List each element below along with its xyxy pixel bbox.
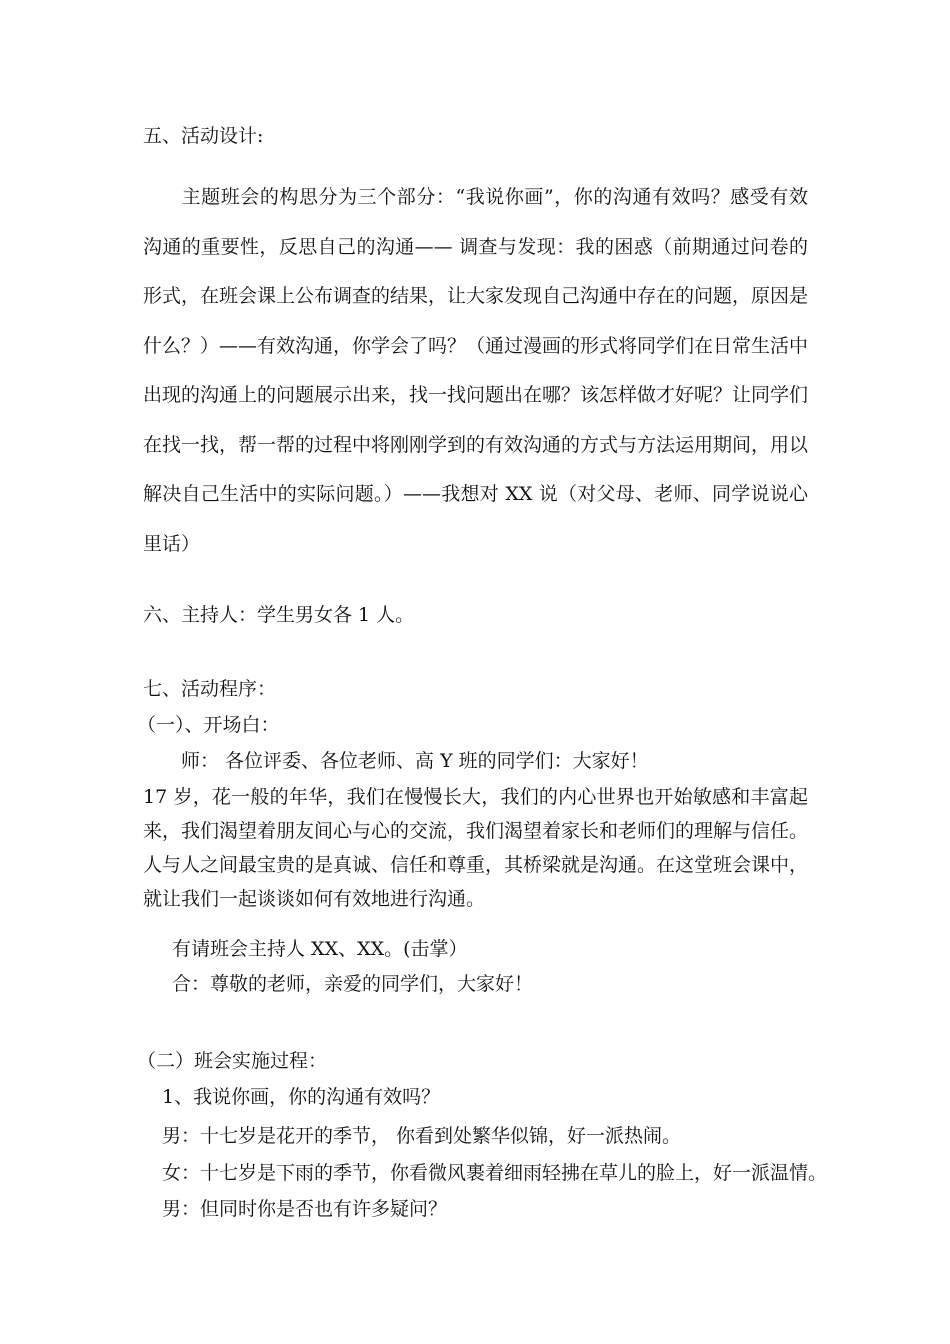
female-line-1: 女：十七岁是下雨的季节，你看微风裹着细雨轻拂在草儿的脸上，好一派温情。 xyxy=(162,1162,828,1184)
section-6-line: 六、主持人：学生男女各 1 人。 xyxy=(143,604,415,626)
section-5-body xyxy=(143,173,808,569)
section-5-heading: 五、活动设计: xyxy=(143,125,264,147)
male-line-2: 男：但同时你是否也有许多疑问？ xyxy=(162,1198,448,1220)
teacher-line: 师： 各位评委、各位老师、高 Y 班的同学们：大家好！ xyxy=(181,750,649,772)
together-line: 合：尊敬的老师，亲爱的同学们，大家好！ xyxy=(172,973,534,995)
male-line-1: 男：十七岁是花开的季节， 你看到处繁华似锦，好一派热闹。 xyxy=(162,1125,682,1147)
item-1-line: 1、我说你画，你的沟通有效吗？ xyxy=(162,1086,441,1108)
intro-paragraph-text: 17 岁，花一般的年华，我们在慢慢长大，我们的内心世界也开始敏感和丰富起来，我们渴望着朋友间心与心的交流，我们渴望着家长和老师们的理解与信任。人与人之间最宝贵的是真诚、信任和尊重，其桥梁就是沟通。在这堂班会课中，就让我们一起谈谈如何有效地进行沟通。 xyxy=(143,786,809,910)
section-7-heading: 七、活动程序： xyxy=(143,678,277,700)
intro-paragraph xyxy=(143,780,808,916)
invite-line: 有请班会主持人 XX、XX。(击掌） xyxy=(172,938,468,960)
subsection-1-heading: （一）、开场白： xyxy=(137,714,280,736)
section-5-body-text: 主题班会的构思分为三个部分：“我说你画”，你的沟通有效吗？感受有效沟通的重要性，反思自己的沟通—— 调查与发现：我的困惑（前期通过问卷的形式，在班会课上公布调查的结果，让大家发现自己沟通中存在的问题，原因是什么？）——有效沟通，你学会了吗？（通过漫画的形式将同学们在日常生活中出现的沟通上的问题展示出来，找一找问题出在哪？该怎样做才好呢？让同学们在找一找，帮一帮的过程中将刚刚学到的有效沟通的方式与方法运用期间，用以解决自己生活中的实际问题。）——我想对 XX 说（对父母、老师、同学说说心里话） xyxy=(143,186,809,555)
subsection-2-heading: （二）班会实施过程： xyxy=(137,1050,328,1072)
